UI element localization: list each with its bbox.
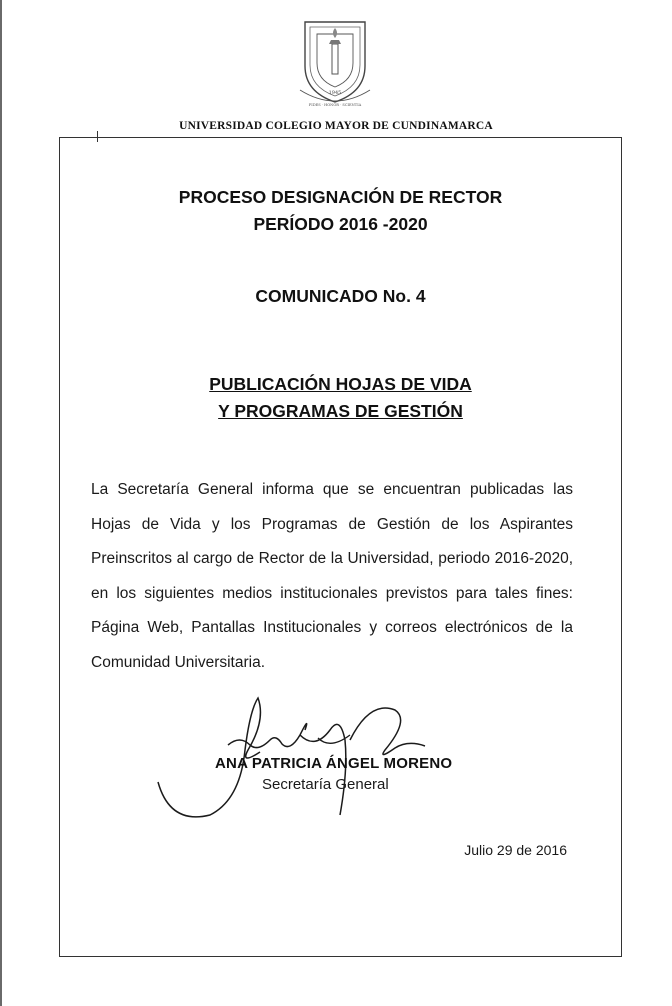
university-name: UNIVERSIDAD COLEGIO MAYOR DE CUNDINAMARCA (179, 120, 493, 132)
university-seal (295, 14, 375, 109)
process-title (59, 184, 622, 238)
publication-heading (59, 371, 622, 425)
signer-name: ANA PATRICIA ÁNGEL MORENO (215, 755, 453, 772)
publication-line1: PUBLICACIÓN HOJAS DE VIDA (209, 374, 472, 394)
document-date: Julio 29 de 2016 (464, 842, 567, 858)
seal-motto: FIDES · HONOR · SCIENTIA (308, 103, 362, 107)
publication-line2: Y PROGRAMAS DE GESTIÓN (218, 401, 463, 421)
announcement-body: La Secretaría General informa que se encuentran publicadas las Hojas de Vida y los Programas de Gestión de los Aspirantes Preinscritos al cargo de Rector de la Universidad, periodo 2016-2020, en los siguientes medios institucionales previstos para tales fines: Página Web, Pantallas Institucionales y correos electrónicos de la Comunidad Universitaria. (91, 481, 573, 671)
process-title-line1: PROCESO DESIGNACIÓN DE RECTOR (178, 187, 503, 207)
signer-role: Secretaría General (262, 776, 389, 793)
comunicado-number: COMUNICADO No. 4 (255, 286, 426, 306)
frame-tick (97, 131, 98, 142)
page-edge (0, 0, 2, 1006)
process-title-line2: PERÍODO 2016 -2020 (253, 214, 428, 234)
seal-year: 1945 (328, 90, 342, 96)
